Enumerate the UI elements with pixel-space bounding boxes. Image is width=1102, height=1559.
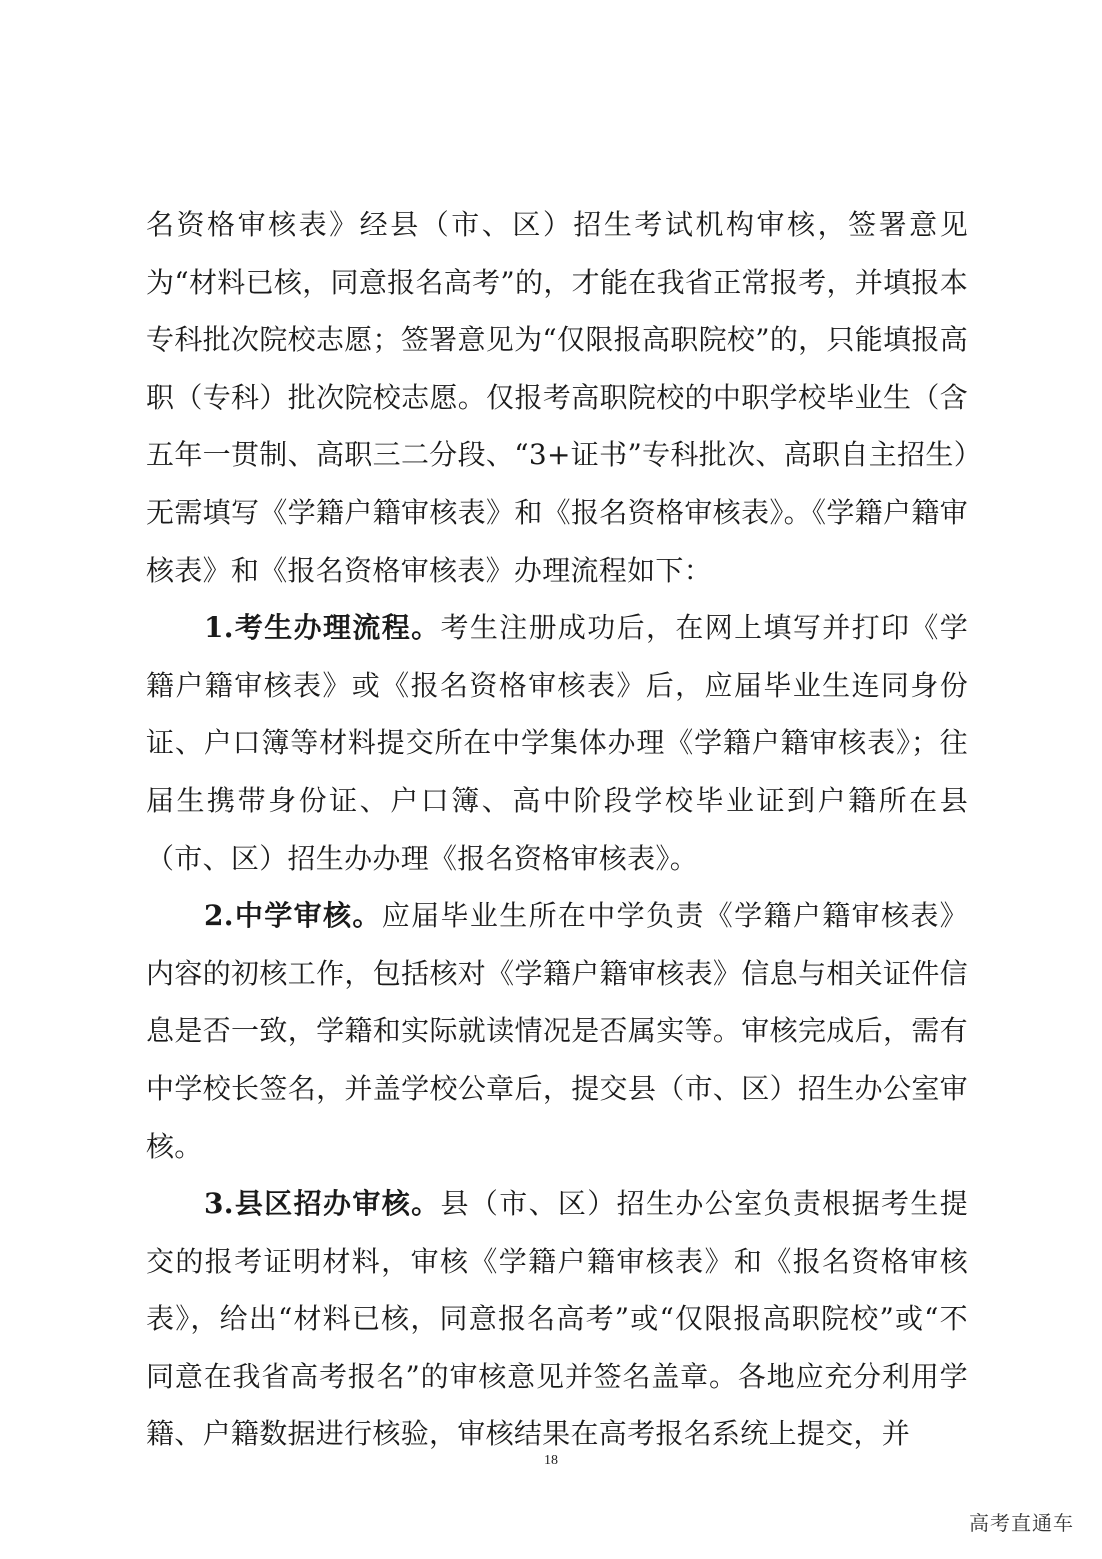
paragraph-continuation [146,196,968,599]
paragraph-heading: 2.中学审核。 [204,899,382,933]
watermark-text: 高考直通车 [969,1511,1074,1535]
paragraph-heading: 3.县区招办审核。 [204,1187,441,1221]
paragraph-step-1 [146,599,968,887]
paragraph-step-3 [146,1175,968,1463]
paragraph-text: 应届毕业生所在中学负责《学籍户籍审核表》内容的初核工作，包括核对《学籍户籍审核表》信息与相关证件信息是否一致，学籍和实际就读情况是否属实等。审核完成后，需有中学校长签名，并盖学校公章后，提交县（市、区）招生办公室审核。 [146,899,968,1163]
document-body [146,196,968,1463]
paragraph-text: 名资格审核表》经县（市、区）招生考试机构审核，签署意见为“材料已核，同意报名高考”的，才能在我省正常报考，并填报本专科批次院校志愿；签署意见为“仅限报高职院校”的，只能填报高职（专科）批次院校志愿。仅报考高职院校的中职学校毕业生（含五年一贯制、高职三二分段、“3+证书”专科批次、高职自主招生）无需填写《学籍户籍审核表》和《报名资格审核表》。《学籍户籍审核表》和《报名资格审核表》办理流程如下： [146,208,968,587]
paragraph-step-2 [146,887,968,1175]
page-number: 18 [544,1453,558,1468]
paragraph-text: 县（市、区）招生办公室负责根据考生提交的报考证明材料，审核《学籍户籍审核表》和《报名资格审核表》，给出“材料已核，同意报名高考”或“仅限报高职院校”或“不同意在我省高考报名”的审核意见并签名盖章。各地应充分利用学籍、户籍数据进行核验，审核结果在高考报名系统上提交，并 [146,1187,968,1451]
paragraph-heading: 1.考生办理流程。 [204,611,441,645]
paragraph-text: 考生注册成功后，在网上填写并打印《学籍户籍审核表》或《报名资格审核表》后，应届毕业生连同身份证、户口簿等材料提交所在中学集体办理《学籍户籍审核表》；往届生携带身份证、户口簿、高中阶段学校毕业证到户籍所在县（市、区）招生办办理《报名资格审核表》。 [146,611,968,875]
